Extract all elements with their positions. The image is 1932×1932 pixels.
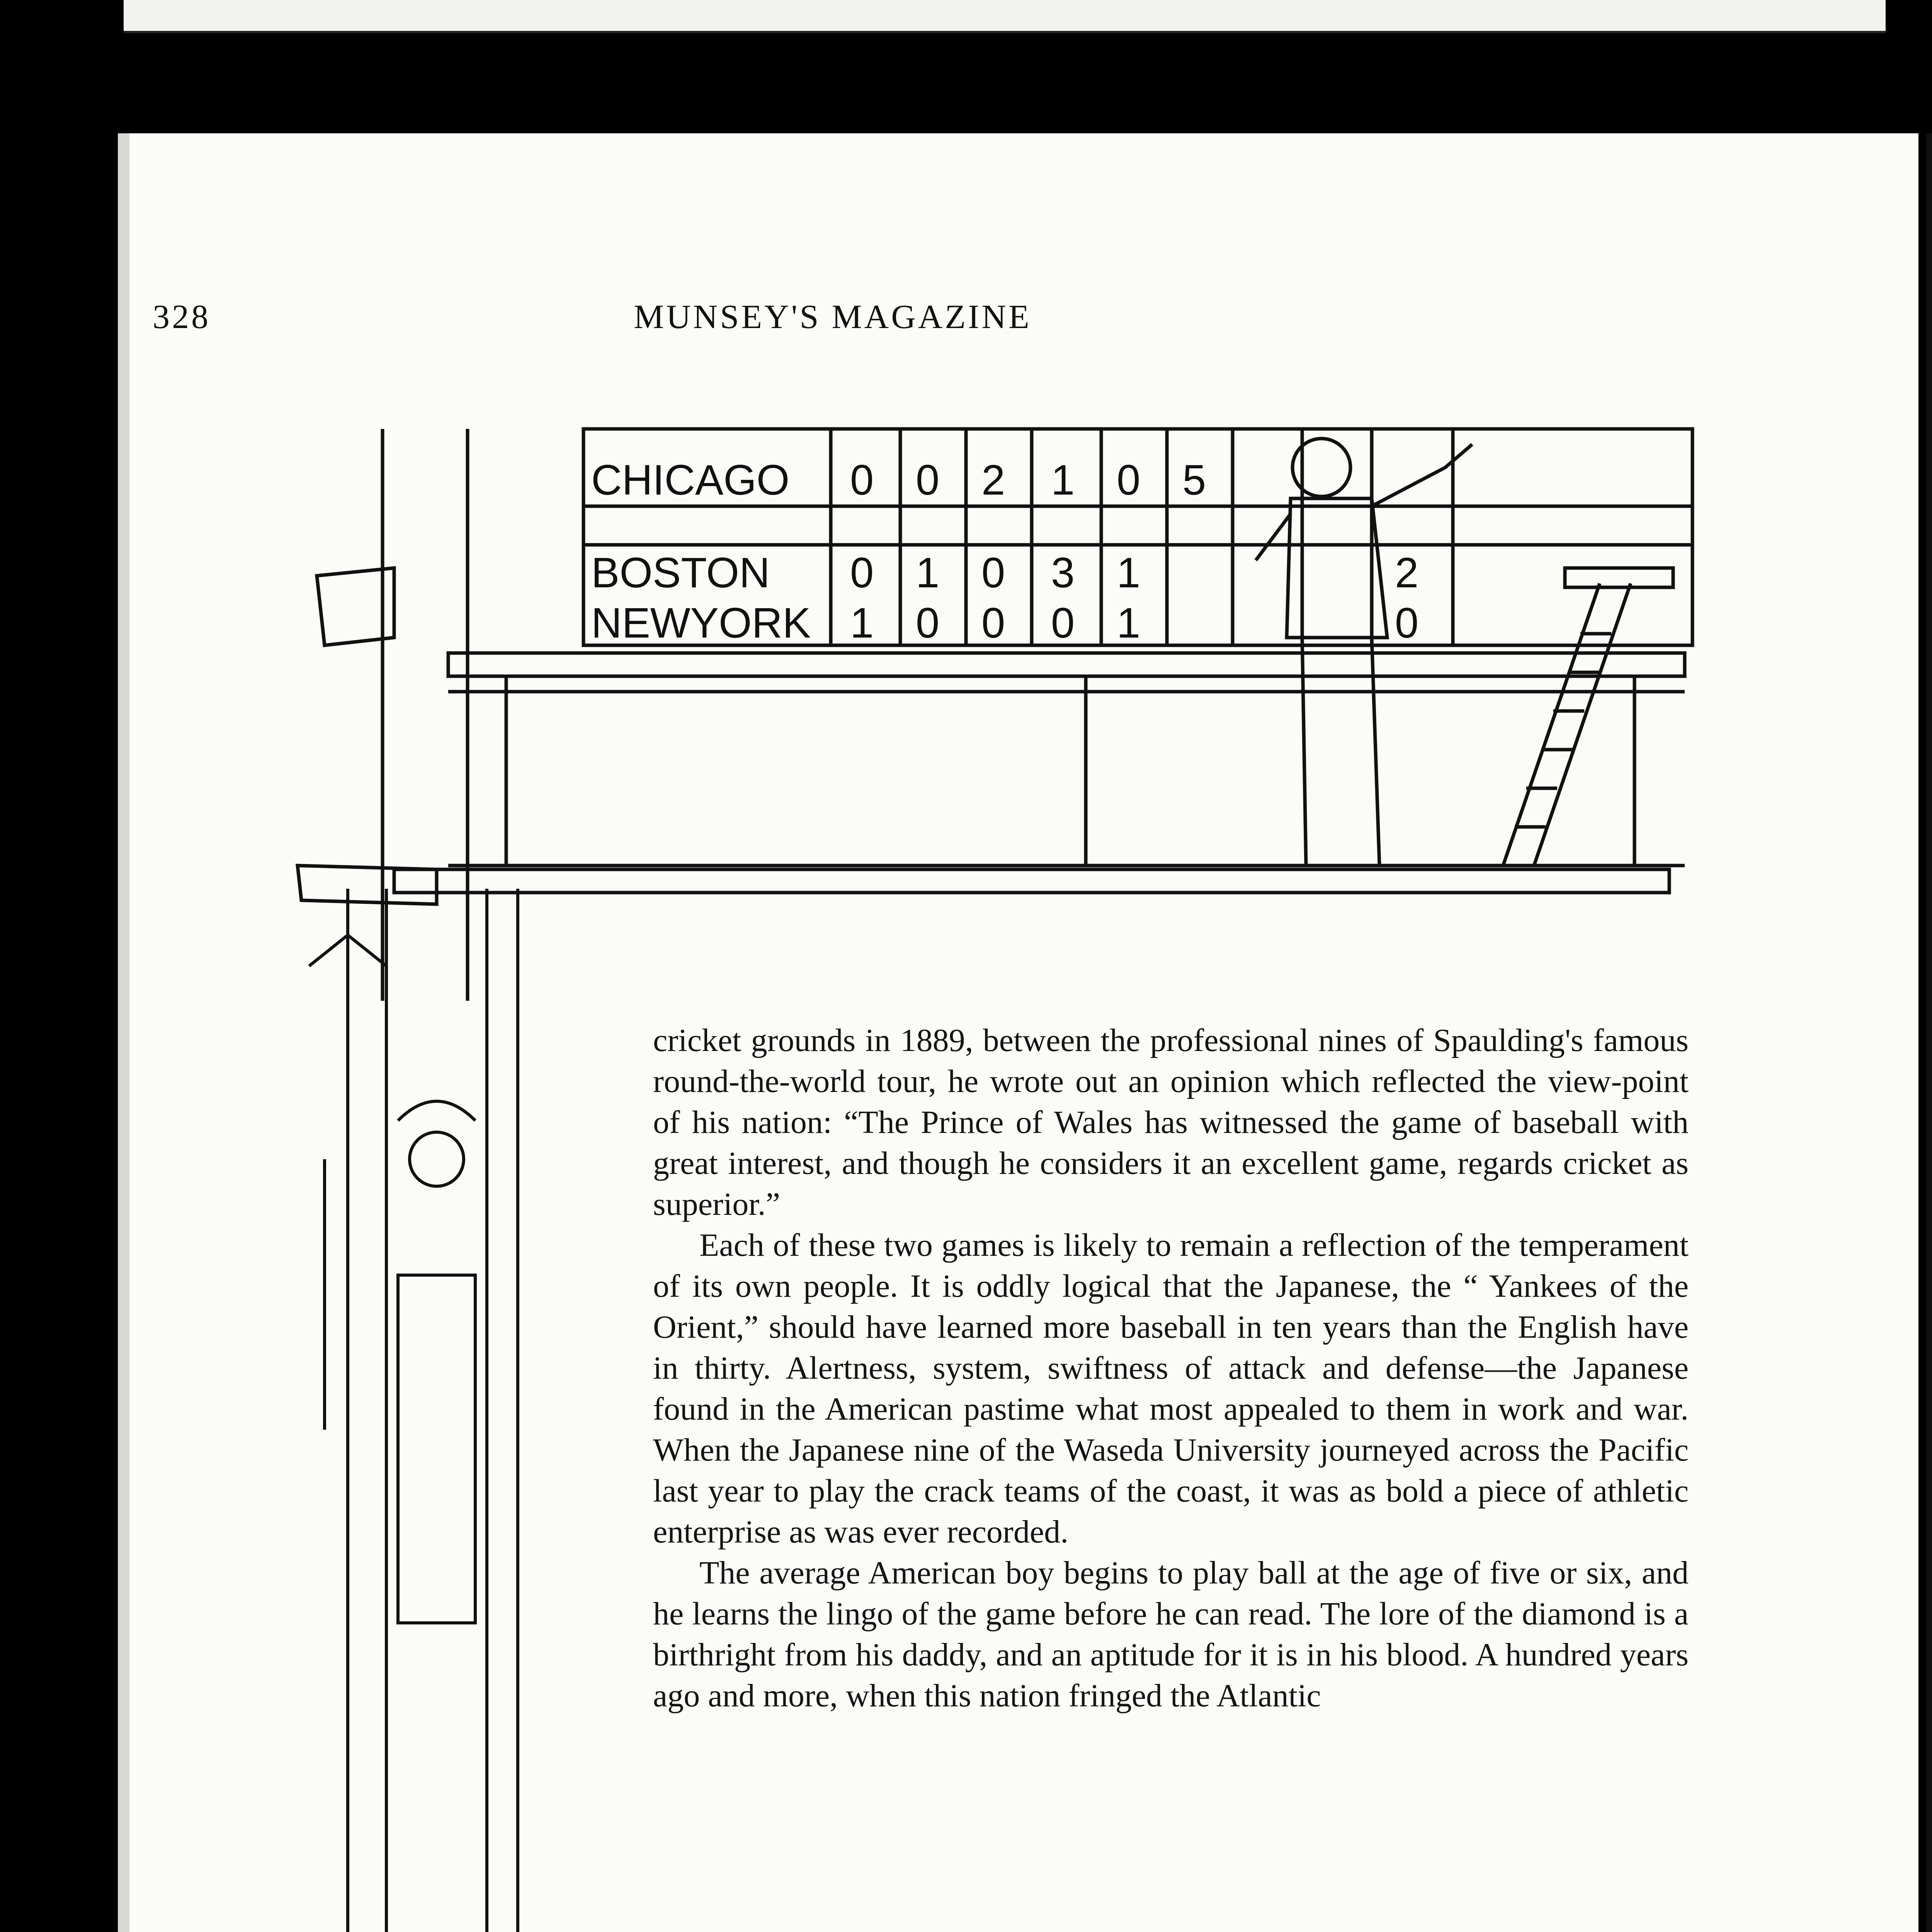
running-head: MUNSEY'S MAGAZINE [634, 298, 1032, 336]
svg-text:1: 1 [850, 599, 874, 647]
article-paragraph: cricket grounds in 1889, between the professional nines of Spaulding's famous round-the-world tour, he wrote out an opinion which reflected the view-point of his nation: “The Prince of Wales has witnessed the game of baseball with great interest, and though he considers it an excellent game, regards cricket as superior.” [653, 1022, 1689, 1222]
svg-text:0: 0 [981, 599, 1005, 647]
svg-text:0: 0 [850, 456, 874, 504]
svg-text:0: 0 [1395, 599, 1419, 647]
page-number: 328 [153, 298, 211, 336]
scoreboard-team-boston: BOSTON [591, 549, 770, 597]
svg-text:5: 5 [1182, 456, 1206, 504]
svg-text:2: 2 [981, 456, 1005, 504]
scoreboard-team-chicago: CHICAGO [591, 456, 790, 504]
svg-text:1: 1 [1051, 456, 1075, 504]
svg-text:0: 0 [916, 456, 940, 504]
page-header [0, 298, 1932, 344]
svg-text:1: 1 [1117, 549, 1141, 597]
article-body [653, 1020, 1689, 1716]
svg-text:0: 0 [981, 549, 1005, 597]
svg-text:0: 0 [1117, 456, 1141, 504]
svg-text:0: 0 [1051, 599, 1075, 647]
svg-text:0: 0 [850, 549, 874, 597]
page-gutter-shadow [118, 133, 129, 1932]
svg-text:0: 0 [916, 599, 940, 647]
previous-page-edge [124, 0, 1886, 33]
svg-text:1: 1 [1117, 599, 1141, 647]
svg-text:2: 2 [1395, 549, 1419, 597]
svg-text:1: 1 [916, 549, 940, 597]
article-paragraph: Each of these two games is likely to remain a reflection of the temperament of its own people. It is oddly logical that the Japanese, the “ Yankees of the Orient,” should have learned more baseball in ten years than the English have in thirty. Alertness, system, swiftness of attack and defense—the Japanese found in the American pastime what most appealed to them in work and war. When the Japanese nine of the Waseda University journeyed across the Pacific last year to play the crack teams of the coast, it was as bold a piece of athletic enterprise as was ever recorded. [653, 1227, 1689, 1550]
next-page-edge [1926, 133, 1932, 1932]
scoreboard-team-newyork: NEWYORK [591, 599, 811, 647]
svg-text:3: 3 [1051, 549, 1075, 597]
building-column-illustration [301, 889, 549, 1932]
article-paragraph: The average American boy begins to play ball at the age of five or six, and he learns the lingo of the game before he can read. The lore of the diamond is a birthright from his daddy, and an aptitude for it is in his blood. A hundred years ago and more, when this nation fringed the Atlantic [653, 1555, 1689, 1714]
